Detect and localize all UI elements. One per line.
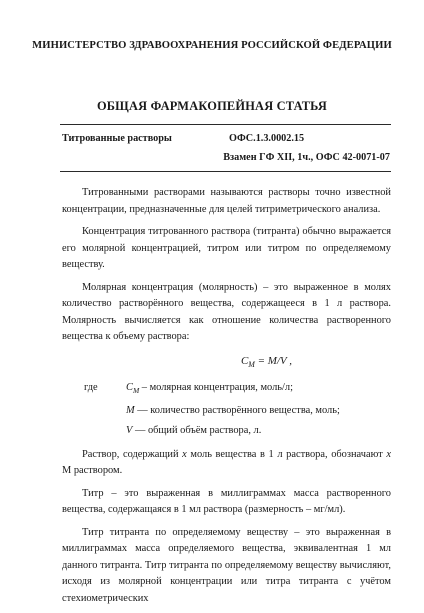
symbol-m: M [126, 404, 135, 416]
article-topic: Титрованные растворы [62, 133, 172, 144]
replaces-note: Взамен ГФ XII, 1ч., ОФС 42-0071-07 [223, 152, 390, 163]
molarity-formula [62, 352, 391, 374]
header-rule-bottom [60, 171, 391, 172]
paragraph-molarity: Молярная концентрация (молярность) – это выраженное в молях количество растворённого вещества, содержащееся в 1 л раствора. Молярность вычисляется как отношение количества растворенного вещества к объему раствора: [62, 281, 391, 342]
formula-text: $C_M = M/V$ , [240, 354, 293, 369]
definition-cm: – молярная концентрация, моль/л; [139, 381, 294, 393]
definition-row-volume [62, 421, 391, 441]
paragraph-x-molar: Раствор, содержащий x моль вещества в 1 л раствора, обозначают x М раствором. [62, 448, 391, 477]
definition-row-amount [62, 401, 391, 421]
paragraph-titer-by-analyte: Титр титранта по определяемому веществу – это выраженная в миллиграммах масса определяемого вещества, эквивалентная 1 мл данного титранта. Титр титранта по определяемому веществу вычисляют, исходя из молярной концентрации или титра титранта с учётом стехиометрических [62, 526, 391, 604]
paragraph-concentration: Концентрация титрованного раствора (титранта) обычно выражается его молярной концентрацией, титром или титром по определяемому веществу. [62, 226, 391, 270]
paragraph-definition: Титрованными растворами называются растворы точно известной концентрации, предназначенные для целей титриметрического анализа. [62, 187, 391, 215]
definition-row-concentration [62, 378, 391, 401]
ministry-heading: МИНИСТЕРСТВО ЗДРАВООХРАНЕНИЯ РОССИЙСКОЙ ФЕДЕРАЦИИ [32, 40, 392, 51]
symbol-cm: $C_M$ [126, 381, 140, 395]
article-type-title: ОБЩАЯ ФАРМАКОПЕЙНАЯ СТАТЬЯ [96, 99, 328, 113]
definition-m: — количество растворённого вещества, моль; [134, 404, 340, 416]
symbol-v: V [126, 424, 133, 436]
where-label: где [84, 381, 98, 393]
paragraph-titer: Титр – это выраженная в миллиграммах масса растворенного вещества, содержащаяся в 1 мл раствора (размерность – мг/мл). [62, 487, 391, 516]
formula-definitions [62, 378, 391, 441]
header-rule-top [60, 124, 391, 125]
article-code: ОФС.1.3.0002.15 [229, 133, 305, 144]
definition-v: — общий объём раствора, л. [132, 424, 262, 436]
article-body [62, 185, 391, 613]
